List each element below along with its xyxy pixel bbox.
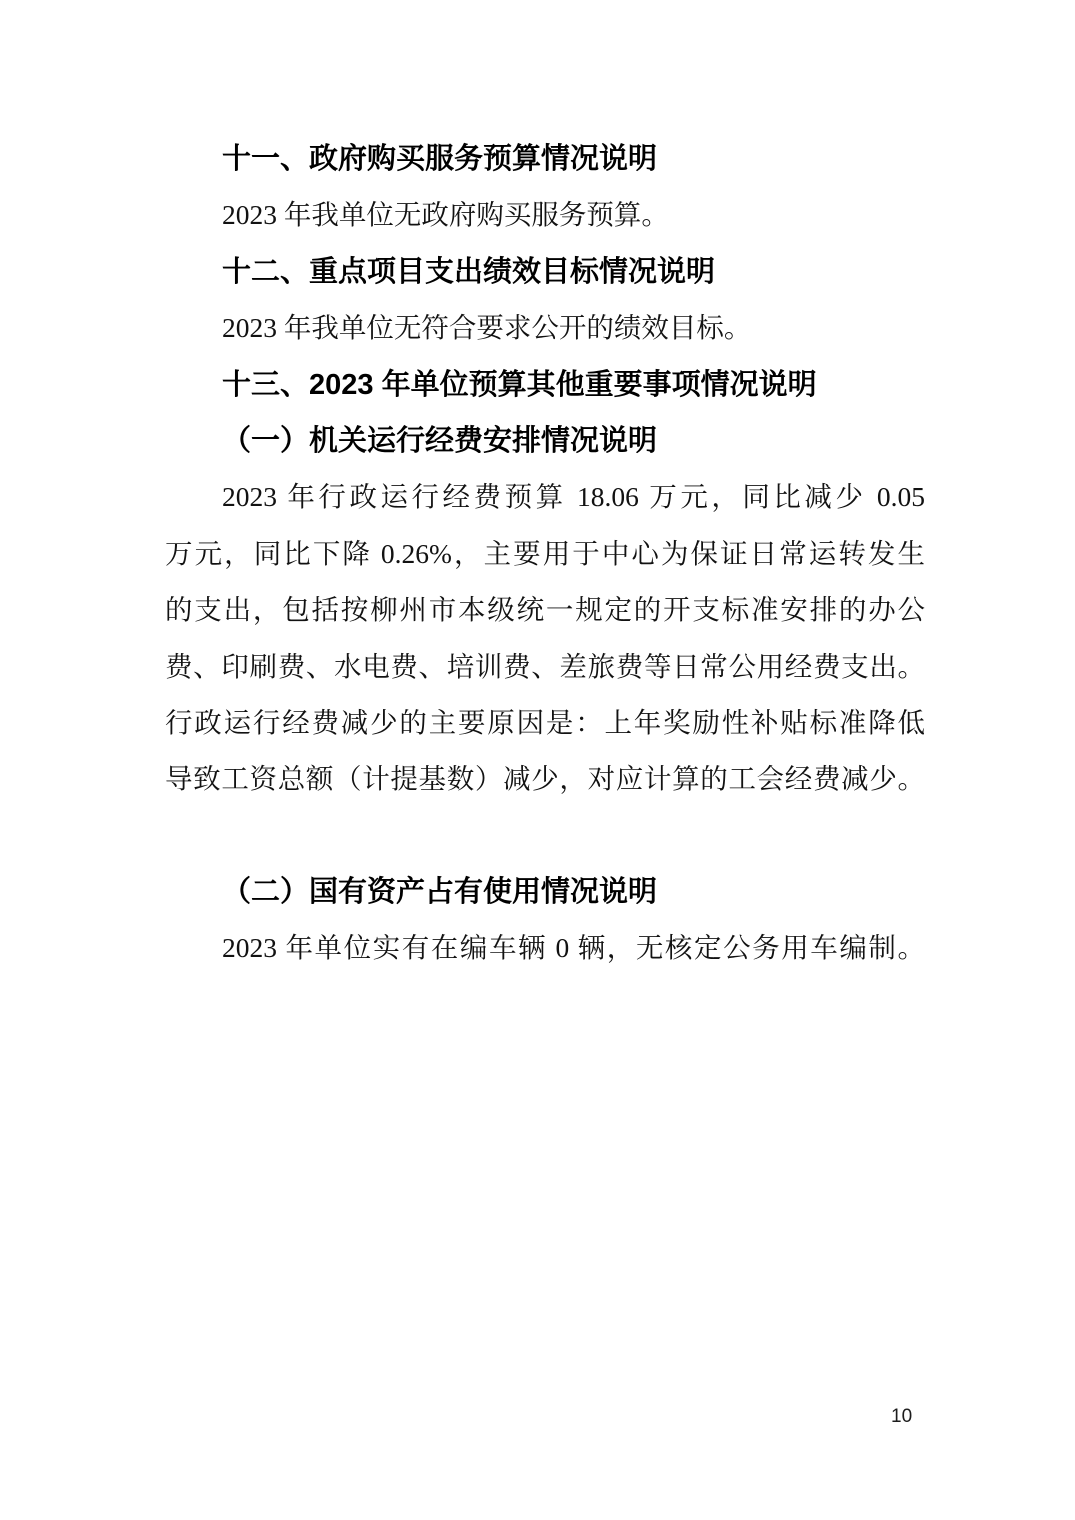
subheading-operating-funds: （一）机关运行经费安排情况说明	[222, 424, 658, 457]
page-number: 10	[891, 1406, 913, 1427]
document-body	[165, 131, 925, 977]
subheading-state-assets: （二）国有资产占有使用情况说明	[222, 876, 658, 909]
para-operating-line-6: 导致工资总额（计提基数）减少，对应计算的工会经费减少。	[165, 763, 925, 795]
para-operating-line-5: 行政运行经费减少的主要原因是：上年奖励性补贴标准降低	[165, 706, 925, 738]
para-no-gov-purchase: 2023 年我单位无政府购买服务预算。	[222, 199, 669, 231]
para-operating-line-3: 的支出，包括按柳州市本级统一规定的开支标准安排的办公	[165, 594, 925, 626]
para-operating-line-2: 万元，同比下降 0.26%，主要用于中心为保证日常运转发生	[165, 537, 925, 569]
blank-line	[165, 808, 925, 864]
heading-section-13: 十三、2023 年单位预算其他重要事项情况说明	[222, 368, 817, 401]
para-no-performance-targets: 2023 年我单位无符合要求公开的绩效目标。	[222, 312, 752, 344]
heading-section-11: 十一、政府购买服务预算情况说明	[222, 143, 658, 175]
heading-section-12: 十二、重点项目支出绩效目标情况说明	[222, 255, 716, 288]
para-operating-line-1: 2023 年行政运行经费预算 18.06 万元，同比减少 0.05	[222, 481, 925, 513]
para-vehicles: 2023 年单位实有在编车辆 0 辆，无核定公务用车编制。	[222, 932, 925, 964]
para-operating-line-4: 费、印刷费、水电费、培训费、差旅费等日常公用经费支出。	[165, 650, 925, 682]
